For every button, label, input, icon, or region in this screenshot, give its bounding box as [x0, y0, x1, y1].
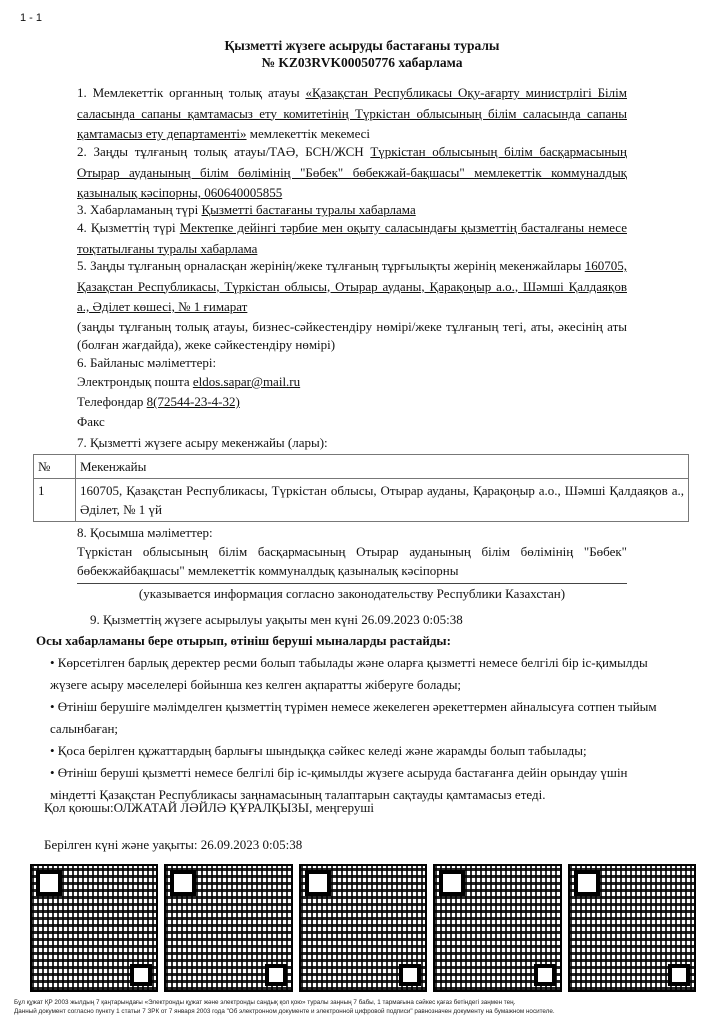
email-label: Электрондық пошта — [77, 374, 193, 389]
item-5-value: 160705, Қазақстан Республикасы, Түркістан облысы, Отырар ауданы, Қарақоңыр а.о., Шәмші Қалдаяқов а., Әділет көшесі, № 1 ғимарат — [77, 258, 627, 314]
table-header-row — [34, 455, 689, 479]
table-cell-num: 1 — [34, 479, 76, 522]
qr-code — [568, 864, 696, 992]
item-3-value: Қызметті бастағаны туралы хабарлама — [201, 202, 416, 217]
table-header-address: Мекенжайы — [76, 455, 689, 479]
item-9: 9. Қызметтің жүзеге асырылуы уақыты мен күні 26.09.2023 0:05:38 — [90, 612, 463, 627]
item-3-label: 3. Хабарламаның түрі — [77, 202, 202, 217]
table-header-num: № — [34, 455, 76, 479]
note-identification: (заңды тұлғаның толық атауы, бизнес-сәйкестендіру нөмірі/жеке тұлғаның тегі, аты, әкесінің аты (болған жағдайда), жеке сәйкестендіру нөмірі) — [77, 319, 627, 352]
list-item: • Көрсетілген барлық деректер ресми болып табылады және оларға қызметті немесе белгілі бір іс-қимылды жүзеге асыру мәселелері бойынша кез келген ақпаратты жіберуге болады; — [50, 655, 648, 692]
page-number: 1 - 1 — [20, 12, 43, 24]
item-4-label: 4. Қызметтің түрі — [77, 220, 180, 235]
fax-label: Факс — [77, 414, 105, 429]
footer-kz: Бұл құжат ҚР 2003 жылдың 7 қаңтарындағы «Электронды құжат және электронды сандық қол қою» туралы заңның 7 бабы, 1 тармағына сәйкес қағаз бетіндегі заңмен тең. — [14, 999, 516, 1006]
list-item: • Қоса берілген құжаттардың барлығы шындыққа сәйкес келеді және жарамды болып табылады; — [50, 743, 587, 758]
item-8: 8. Қосымша мәліметтер: — [77, 525, 213, 540]
document-title — [0, 37, 724, 71]
item-1-value: «Қазақстан Республикасы Оқу-ағарту министрлігі Білім саласында сапаны қамтамасыз ету комитетінің Түркістан облысының білім саласында сапаны қамтамасыз ету департаменті» — [77, 85, 627, 141]
qr-code — [299, 864, 427, 992]
title-line-2: № KZ03RVK00050776 хабарлама — [261, 55, 463, 70]
item-2 — [77, 142, 627, 204]
item-5-label: 5. Заңды тұлғаның орналасқан жерінің/жеке тұлғаның тұрғылықты жерінің мекенжайлары — [77, 258, 585, 273]
item-1-suffix: мемлекеттік мекемесі — [246, 126, 371, 141]
list-item: • Өтініш берушіге мәлімделген қызметтің түрімен немесе жекелеген әрекеттермен айналысуға сотпен тыйым салынбаған; — [50, 699, 657, 736]
item-4-value: Мектепке дейінгі тәрбие мен оқыту саласындағы қызметтің басталғаны немесе тоқтатылғаны туралы хабарлама — [77, 220, 627, 256]
footer-ru: Данный документ согласно пункту 1 статьи 7 ЗРК от 7 января 2003 года "Об электронном документе и электронной цифровой подписи" равнозначен документу на бумажном носителе. — [14, 1008, 555, 1015]
title-line-1: Қызметті жүзеге асыруды бастағаны туралы — [224, 38, 500, 53]
footer-note — [14, 998, 714, 1016]
item-2-value: Түркістан облысының білім басқармасының Отырар ауданының білім бөлімінің "Бөбек" бөбекжай-бақшасы" мемлекеттік коммуналдық қазыналық кәсіпорны, 060640005855 — [77, 144, 627, 200]
item-1 — [77, 83, 627, 145]
item-4 — [77, 218, 627, 259]
qr-code-strip — [30, 864, 696, 992]
email-row — [77, 372, 627, 393]
issued-datetime: Берілген күні және уақыты: 26.09.2023 0:05:38 — [44, 837, 303, 852]
table-cell-address: 160705, Қазақстан Республикасы, Түркістан облысы, Отырар ауданы, Қарақоңыр а.о., Шәмші Қалдаяқов а., Әділет, № 1 үй — [76, 479, 689, 522]
email-link[interactable]: eldos.sapar@mail.ru — [192, 374, 301, 389]
qr-code — [164, 864, 292, 992]
confirm-heading: Осы хабарламаны бере отырып, өтініш беруші мыналарды растайды: — [36, 633, 451, 648]
item-7: 7. Қызметті жүзеге асыру мекенжайы (лары): — [77, 435, 328, 450]
phone-row — [77, 392, 627, 413]
qr-code — [433, 864, 561, 992]
list-item: • Өтініш беруші қызметті немесе белгілі бір іс-қимылды жүзеге асыруда бастағанға дейін орындау үшін міндетті Қазақстан Республикасы заңнамасының талаптарын сақтауды қамтамасыз етеді. — [50, 765, 628, 802]
item-2-label: 2. Заңды тұлғаның толық атауы/ТАӘ, БСН/ЖСН — [77, 144, 371, 159]
item-1-label: 1. Мемлекеттік органның толық атауы — [77, 85, 306, 100]
confirm-list — [50, 652, 670, 806]
item-5 — [77, 256, 627, 318]
signature: Қол қоюшы:ОЛЖАТАЙ ЛӘЙЛӘ ҚҰРАЛҚЫЗЫ, меңгеруші — [44, 800, 374, 815]
note-legislation: (указывается информация согласно законодательству Республики Казахстан) — [138, 586, 566, 601]
phone-label: Телефондар — [77, 394, 147, 409]
item-6: 6. Байланыс мәліметтері: — [77, 355, 217, 370]
item-8-value: Түркістан облысының білім басқармасының Отырар ауданының білім бөлімінің "Бөбек" бөбекжайбақшасы" мемлекеттік коммуналдық қазыналық кәсіпорны — [77, 544, 627, 578]
qr-code — [30, 864, 158, 992]
phone-value: 8(72544-23-4-32) — [146, 394, 240, 409]
address-table — [33, 454, 689, 522]
table-row — [34, 479, 689, 522]
